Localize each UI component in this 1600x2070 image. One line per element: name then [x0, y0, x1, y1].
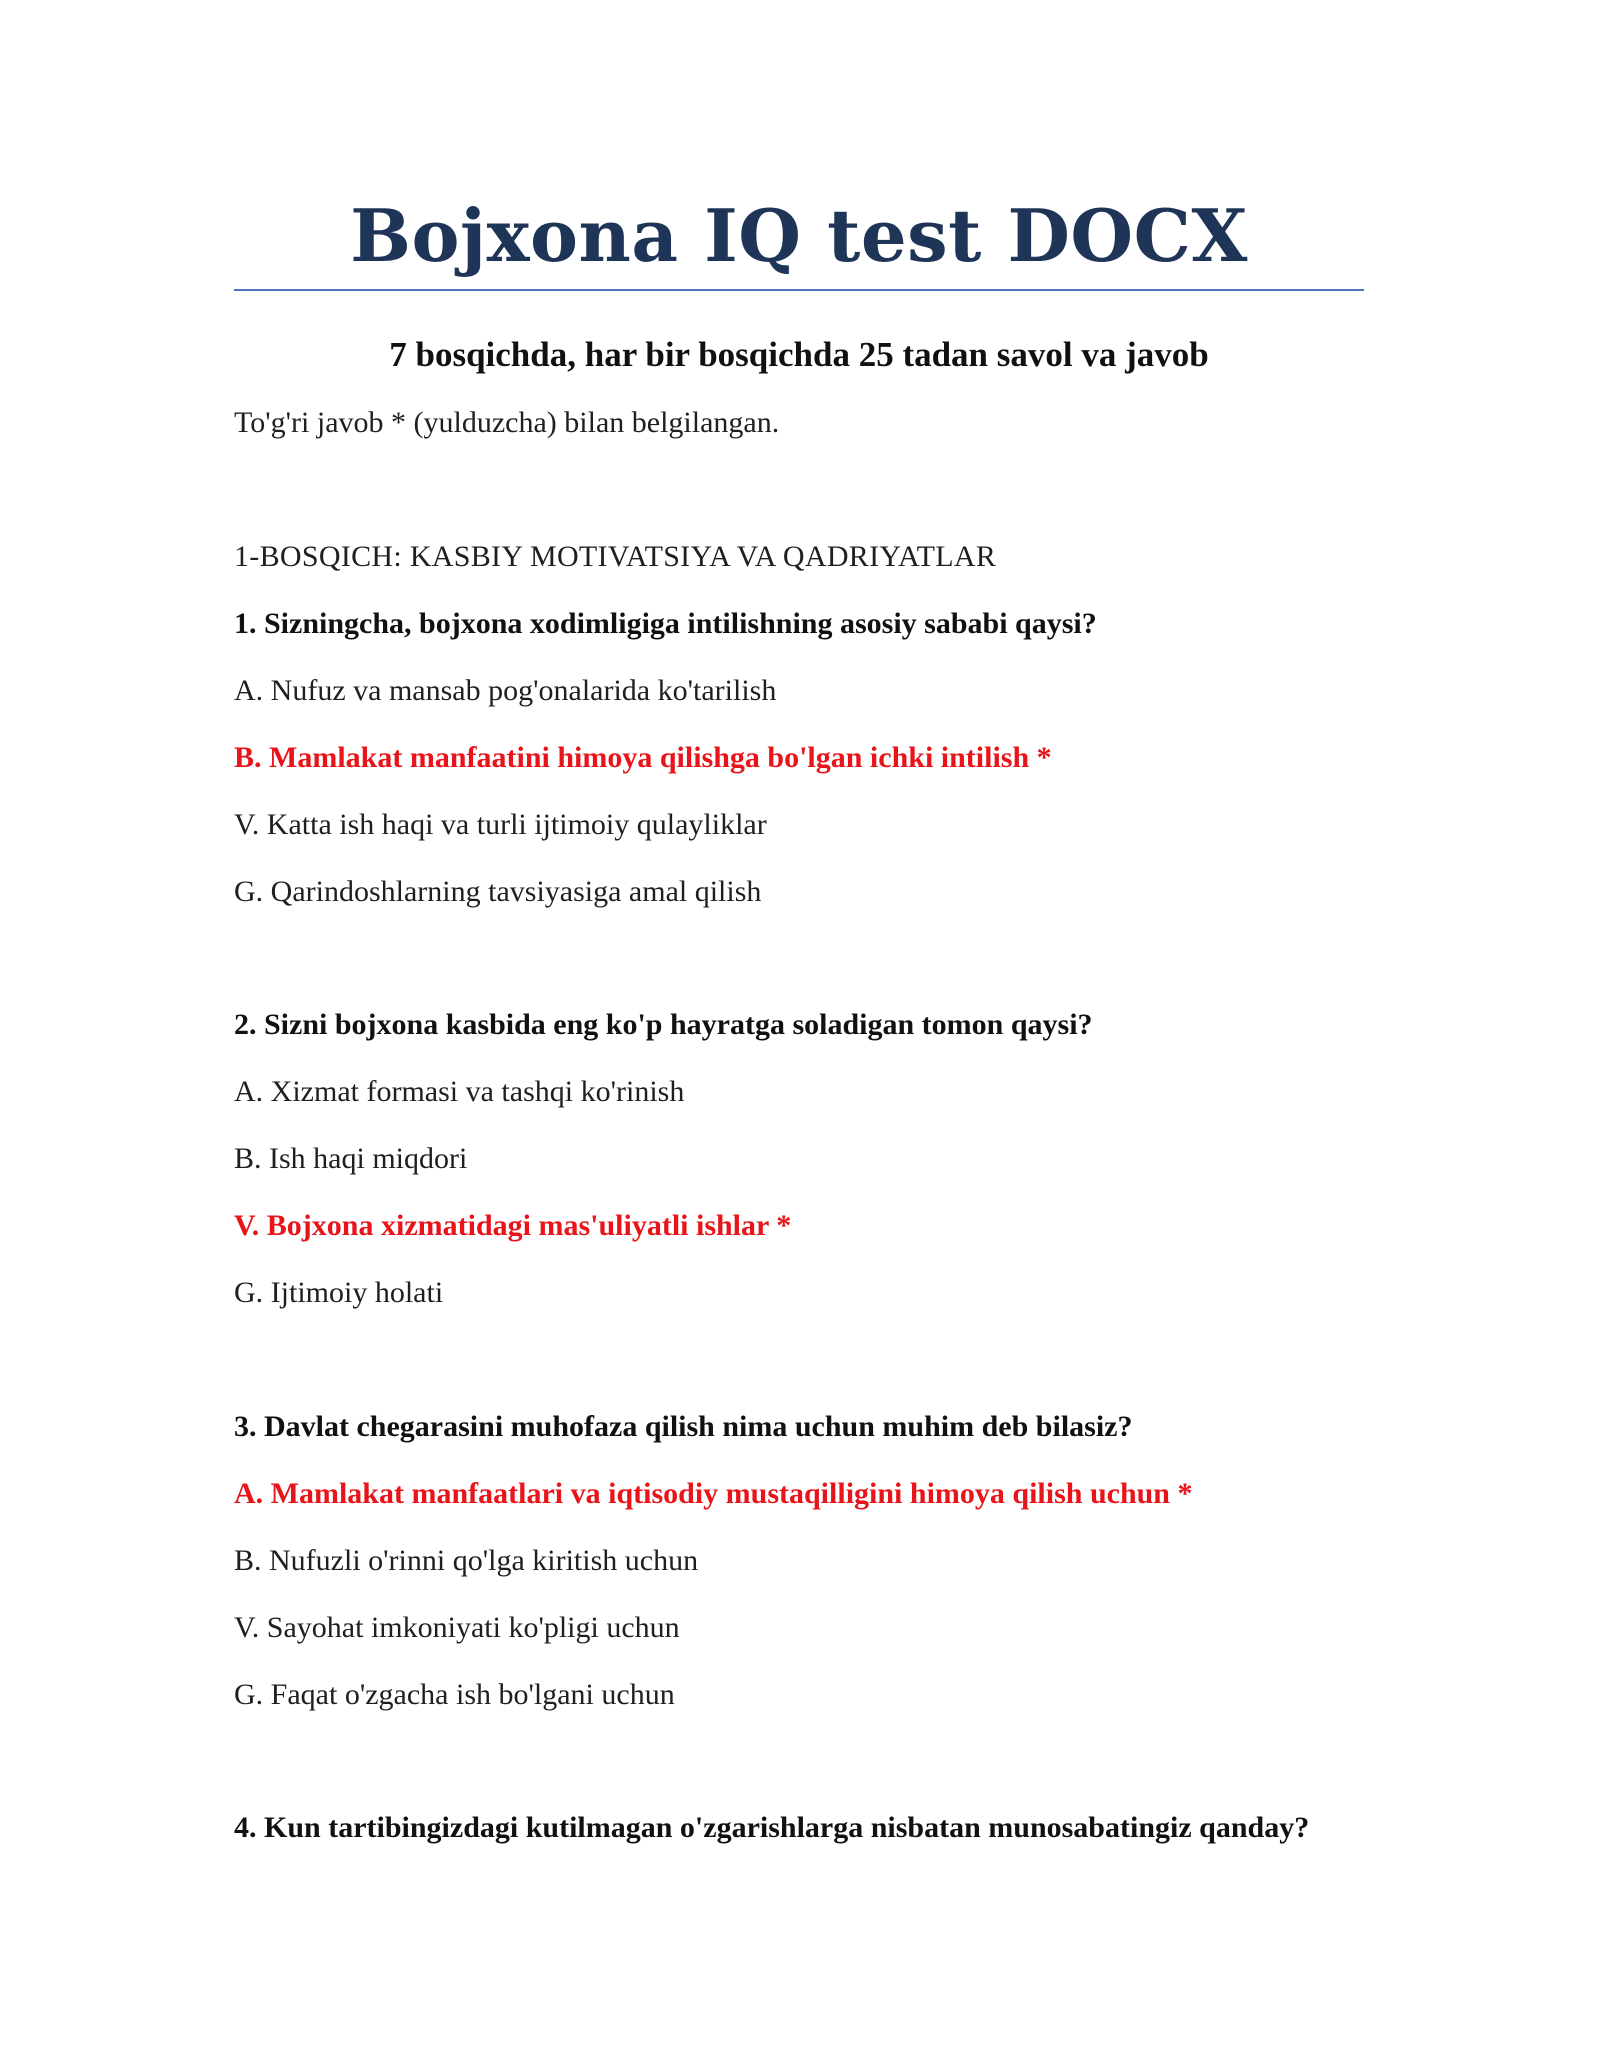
question-3-option-g: G. Faqat o'zgacha ish bo'lgani uchun — [234, 1678, 675, 1711]
question-1-option-g: G. Qarindoshlarning tavsiyasiga amal qilish — [234, 875, 762, 908]
document-title: Bojxona IQ test DOCX — [350, 193, 1248, 278]
question-2-option-g: G. Ijtimoiy holati — [234, 1276, 444, 1309]
question-2: 2. Sizni bojxona kasbida eng ko'p hayratga soladigan tomon qaysi? — [234, 1008, 1093, 1041]
question-4: 4. Kun tartibingizdagi kutilmagan o'zgarishlarga nisbatan munosabatingiz qanday? — [234, 1811, 1310, 1844]
question-1-option-b-correct: B. Mamlakat manfaatini himoya qilishga bo'lgan ichki intilish * — [234, 741, 1052, 774]
question-1-option-a: A. Nufuz va mansab pog'onalarida ko'tarilish — [234, 674, 777, 707]
question-3-option-b: B. Nufuzli o'rinni qo'lga kiritish uchun — [234, 1544, 699, 1577]
question-2-option-v-correct: V. Bojxona xizmatidagi mas'uliyatli ishlar * — [234, 1209, 792, 1242]
question-3-option-a-correct: A. Mamlakat manfaatlari va iqtisodiy mustaqilligini himoya qilish uchun * — [234, 1477, 1193, 1510]
question-2-option-a: A. Xizmat formasi va tashqi ko'rinish — [234, 1075, 685, 1108]
section-heading: 1-BOSQICH: KASBIY MOTIVATSIYA VA QADRIYATLAR — [234, 540, 997, 573]
question-2-option-b: B. Ish haqi miqdori — [234, 1142, 468, 1175]
question-1: 1. Sizningcha, bojxona xodimligiga intilishning asosiy sababi qaysi? — [234, 607, 1097, 640]
question-3: 3. Davlat chegarasini muhofaza qilish nima uchun muhim deb bilasiz? — [234, 1410, 1133, 1443]
question-3-option-v: V. Sayohat imkoniyati ko'pligi uchun — [234, 1611, 680, 1644]
question-1-option-v: V. Katta ish haqi va turli ijtimoiy qulayliklar — [234, 808, 767, 841]
document-subtitle: 7 bosqichda, har bir bosqichda 25 tadan savol va javob — [389, 335, 1209, 374]
title-divider — [234, 289, 1364, 291]
answer-key-note: To'g'ri javob * (yulduzcha) bilan belgilangan. — [234, 406, 780, 439]
